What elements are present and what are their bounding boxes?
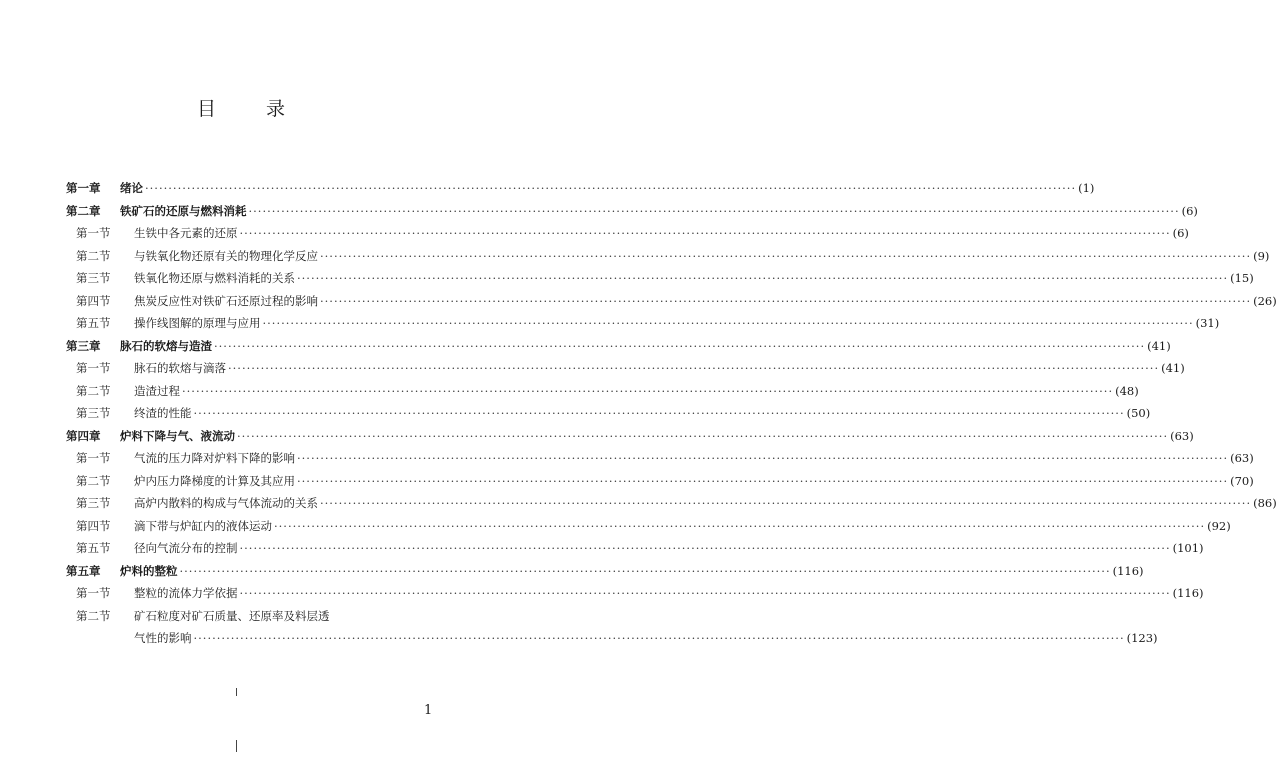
toc-entry-page: (116)	[1172, 586, 1204, 600]
toc-chapter-row	[66, 428, 1194, 451]
toc-entry-title: 炉内压力降梯度的计算及其应用	[134, 473, 295, 488]
toc-entry-title: 铁氧化物还原与燃料消耗的关系	[134, 271, 295, 285]
scan-mark	[236, 688, 237, 696]
toc-entry-label: 第一节	[76, 451, 111, 465]
toc-leader-dots: ········································································································································································································	[297, 451, 1229, 465]
toc-leader-dots: ········································································································································································································	[248, 203, 1180, 218]
toc-leader-dots: ········································································································································································································	[182, 383, 1114, 398]
toc-section-row	[66, 315, 1220, 338]
toc-section-row	[66, 383, 1139, 406]
toc-entry-label: 第二节	[76, 608, 111, 623]
toc-entry-title: 焦炭反应性对铁矿石还原过程的影响	[134, 293, 318, 308]
toc-section-row	[66, 293, 1277, 316]
toc-continuation-row	[66, 630, 1158, 653]
toc-entry-page: (63)	[1230, 451, 1254, 465]
toc-leader-dots: ········································································································································································································	[239, 586, 1171, 600]
toc-entry-page: (86)	[1253, 496, 1277, 510]
toc-entry-title: 绪论	[120, 181, 143, 195]
toc-entry-page: (41)	[1161, 361, 1185, 375]
toc-entry-page: (15)	[1230, 271, 1254, 285]
toc-entry-page: (26)	[1253, 293, 1277, 308]
toc-leader-dots: ········································································································································································································	[239, 541, 1171, 555]
toc-section-row	[66, 585, 1204, 608]
toc-section-row	[66, 360, 1185, 383]
toc-entry-title: 整粒的流体力学依据	[134, 586, 238, 600]
toc-entry-title: 终渣的性能	[134, 406, 192, 420]
toc-chapter-row	[66, 203, 1198, 226]
toc-leader-dots: ········································································································································································································	[239, 226, 1171, 240]
toc-entry-label: 第二节	[76, 473, 111, 488]
toc-entry-title: 铁矿石的还原与燃料消耗	[120, 203, 247, 218]
toc-section-row	[66, 540, 1204, 563]
toc-entry-page: (63)	[1170, 428, 1194, 443]
toc-entry-label: 第一章	[66, 181, 101, 195]
toc-entry-page: (92)	[1207, 518, 1231, 533]
toc-entry-title: 滴下带与炉缸内的液体运动	[134, 518, 272, 533]
toc-entry-label: 第三节	[76, 496, 111, 510]
toc-entry-page: (6)	[1172, 226, 1189, 240]
toc-entry-title: 脉石的软熔与滴落	[134, 361, 226, 375]
toc-entry-label: 第四节	[76, 518, 111, 533]
toc-entry-page: (101)	[1172, 541, 1204, 555]
toc-entry-label: 第一节	[76, 361, 111, 375]
toc-entry-page: (1)	[1078, 181, 1095, 195]
toc-entry-page: (48)	[1115, 383, 1139, 398]
toc-leader-dots: ········································································································································································································	[193, 406, 1125, 420]
toc-entry-page: (116)	[1112, 563, 1144, 578]
toc-entry-page: (31)	[1195, 316, 1220, 330]
toc-section-row	[66, 225, 1189, 248]
toc-entry-title: 气流的压力降对炉料下降的影响	[134, 451, 295, 465]
toc-entry-page: (41)	[1147, 338, 1171, 353]
page-title: 目 录	[196, 98, 308, 120]
toc-entry-title: 矿石粒度对矿石质量、还原率及料层透	[134, 608, 330, 623]
toc-entry-page: (9)	[1253, 248, 1270, 263]
toc-entry-label: 第二章	[66, 203, 101, 218]
toc-entry-label: 第二节	[76, 383, 111, 398]
toc-entry-label: 第三章	[66, 338, 101, 353]
toc-entry-label: 第四节	[76, 293, 111, 308]
toc-section-row	[66, 495, 1277, 518]
toc-section-row	[66, 473, 1254, 496]
toc-entry-label: 第一节	[76, 586, 111, 600]
toc-leader-dots: ········································································································································································································	[237, 428, 1169, 443]
toc-entry-title: 生铁中各元素的还原	[134, 226, 238, 240]
toc-entry-title: 脉石的软熔与造渣	[120, 338, 212, 353]
toc-leader-dots: ········································································································································································································	[320, 293, 1252, 308]
toc-chapter-row	[66, 180, 1095, 203]
toc-entry-title: 炉料下降与气、液流动	[120, 428, 235, 443]
toc-leader-dots: ········································································································································································································	[320, 248, 1252, 263]
toc-entry-label: 第五章	[66, 563, 101, 578]
toc-leader-dots: ········································································································································································································	[193, 631, 1125, 645]
toc-section-row	[66, 270, 1254, 293]
toc-entry-page: (70)	[1230, 473, 1254, 488]
toc-entry-title: 与铁氧化物还原有关的物理化学反应	[134, 248, 318, 263]
toc-entry-title: 高炉内散料的构成与气体流动的关系	[134, 496, 318, 510]
toc-entry-title: 造渣过程	[134, 383, 180, 398]
toc-entry-page: (6)	[1181, 203, 1198, 218]
scan-mark	[236, 740, 237, 752]
toc-leader-dots: ········································································································································································································	[320, 496, 1252, 510]
toc-chapter-row	[66, 563, 1144, 586]
toc-leader-dots: ········································································································································································································	[145, 181, 1077, 195]
toc-entry-page: (123)	[1126, 631, 1158, 645]
toc-section-row	[66, 608, 442, 631]
toc-entry-label: 第五节	[76, 541, 111, 555]
toc-entry-label: 第二节	[76, 248, 111, 263]
toc-entry-label: 第一节	[76, 226, 111, 240]
toc-leader-dots: ········································································································································································································	[297, 473, 1229, 488]
toc-entry-title: 炉料的整粒	[120, 563, 178, 578]
toc-chapter-row	[66, 338, 1171, 361]
toc-entry-label: 第三节	[76, 406, 111, 420]
toc-section-row	[66, 405, 1151, 428]
toc-entry-page: (50)	[1126, 406, 1151, 420]
toc-section-row	[66, 450, 1254, 473]
table-of-contents	[66, 180, 1277, 653]
toc-section-row	[66, 248, 1270, 271]
toc-entry-label: 第五节	[76, 316, 111, 330]
toc-leader-dots: ········································································································································································································	[262, 316, 1194, 330]
toc-entry-title: 气性的影响	[134, 631, 192, 645]
toc-leader-dots: ········································································································································································································	[214, 338, 1146, 353]
toc-entry-title: 径向气流分布的控制	[134, 541, 238, 555]
toc-entry-title: 操作线图解的原理与应用	[134, 316, 261, 330]
page-number: 1	[424, 703, 433, 718]
toc-leader-dots: ········································································································································································································	[274, 518, 1206, 533]
toc-leader-dots: ········································································································································································································	[179, 563, 1111, 578]
toc-entry-label: 第四章	[66, 428, 101, 443]
toc-leader-dots: ········································································································································································································	[228, 361, 1160, 375]
toc-entry-label: 第三节	[76, 271, 111, 285]
toc-leader-dots: ········································································································································································································	[297, 271, 1229, 285]
toc-section-row	[66, 518, 1231, 541]
